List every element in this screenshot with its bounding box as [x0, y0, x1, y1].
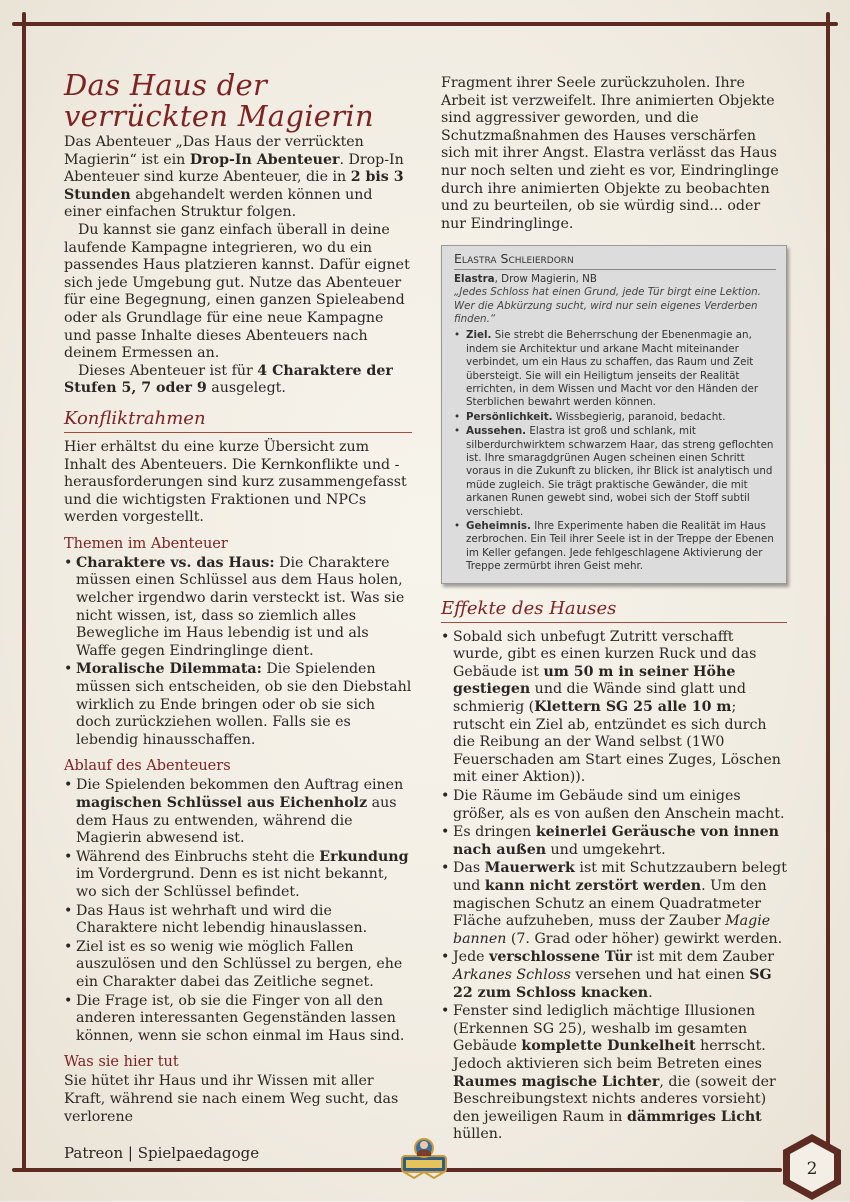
list-item: • Sobald sich unbefugt Zutritt verschafft wurde, gibt es einen kurzen Ruck und das Gebäude ist um 50 m in seiner Höhe gestiegen und die Wände sind glatt und schmierig (Klettern SG 25 alle 10 m; rutscht ein Ziel ab, entzündet es sich durch die Reibung an der Wand selbst (1W0 Feuerschaden am Start eines Zuges, Löschen mit einer Aktion)). — [441, 629, 787, 787]
themen-list — [64, 555, 412, 750]
intro-paragraph-1: Das Abenteuer „Das Haus der verrückten Magierin“ ist ein Drop-In Abenteuer. Drop-In Abenteuer sind kurze Abenteuer, die in 2 bis 3 Stunden abgehandelt werden können und einer einfachen Struktur folgen. — [64, 134, 404, 221]
heading-effekte: Effekte des Hauses — [441, 598, 787, 623]
list-item: • Ziel. Sie strebt die Beherrschung der Ebenenmagie an, indem sie Architektur und arkane Macht miteinander verbindet, um ein Haus zu schaffen, das Raum und Zeit übersteigt. Sie will ein Heiligtum jenseits der Realität errichten, in dem Wissen und Macht vor den Händen der Sterblichen bewahrt werden können. — [454, 329, 776, 409]
list-item: • Die Räume im Gebäude sind um einiges größer, als es von außen den Anschein macht. — [441, 788, 787, 823]
heading-konfliktrahmen: Konfliktrahmen — [64, 408, 412, 433]
ablauf-list — [64, 777, 412, 1045]
statbox-list — [454, 329, 776, 573]
effekte-list — [441, 629, 787, 1144]
statbox-identity: Elastra, Drow Magierin, NB — [454, 272, 597, 285]
list-item: • Ziel ist es so wenig wie möglich Fallen auszulösen und den Schlüssel zu bergen, ehe ein Charakter dabei das Zeitliche segnet. — [64, 939, 412, 992]
list-item: • Das Haus ist wehrhaft und wird die Charaktere nicht lebendig hinauslassen. — [64, 903, 412, 938]
list-item: • Während des Einbruchs steht die Erkundung im Vordergrund. Denn es ist nicht bekannt, wo sich der Schlüssel befindet. — [64, 849, 412, 902]
statbox-quote: „Jedes Schloss hat einen Grund, jede Tür birgt eine Lektion. Wer die Abkürzung sucht, wird nur sein eigenes Verderben finden.“ — [454, 286, 761, 325]
list-item: • Jede verschlossene Tür ist mit dem Zauber Arkanes Schloss versehen und hat einen SG 22 zum Schloss knacken. — [441, 949, 787, 1002]
border-right — [826, 12, 830, 1162]
hiertut-text-left: Sie hütet ihr Haus und ihr Wissen mit aller Kraft, während sie nach einem Weg sucht, das verlorene — [64, 1073, 399, 1125]
list-item: • Aussehen. Elastra ist groß und schlank, mit silberdurchwirktem schwarzem Haar, das streng geflochten ist. Ihre smaragdgrünen Augen scheinen einen Schritt voraus in die Zukunft zu blicken, ihr Blick ist analytisch und müde zugleich. Sie trägt praktische Gewänder, die mit arkanen Runen gewebt sind, wobei sich der Stoff subtil verschiebt. — [454, 425, 776, 519]
page-number-badge — [780, 1132, 844, 1202]
konflikt-text: Hier erhältst du eine kurze Übersicht zum Inhalt des Abenteuers. Die Kernkonflikte und -herausforderungen sind kurz zusammengefasst und die wichtigsten Fraktionen und NPCs werden vorgestellt. — [64, 438, 407, 526]
page-number: 2 — [806, 1159, 818, 1179]
statbox-title: Elastra Schleierdorn — [454, 252, 776, 269]
list-item: • Moralische Dilemmata: Die Spielenden müssen sich entscheiden, ob sie den Diebstahl wirklich zu Ende bringen oder ob sie sich doch zurückziehen wollen. Falls sie es lebendig hinausschaffen. — [64, 661, 412, 749]
border-left — [22, 12, 26, 1172]
footer-credit: Patreon | Spielpaedagoge — [64, 1144, 260, 1162]
left-column — [64, 70, 412, 1126]
list-item: • Charaktere vs. das Haus: Die Charaktere müssen einen Schlüssel aus dem Haus holen, welcher irgendwo darin versteckt ist. Was sie nicht wissen, ist, dass so ziemlich alles Bewegliche im Haus lebendig ist und als Waffe gegen Eindringlinge dient. — [64, 555, 412, 661]
page-title: Das Haus der verrückten Magierin — [64, 68, 374, 133]
list-item: • Das Mauerwerk ist mit Schutzzaubern belegt und kann nicht zerstört werden. Um den magischen Schutz an einem Quadratmeter Fläche aufzuheben, muss der Zauber Magie bannen (7. Grad oder höher) gewirkt werden. — [441, 860, 787, 948]
npc-statbox — [441, 245, 787, 583]
list-item: • Es dringen keinerlei Geräusche von innen nach außen und umgekehrt. — [441, 824, 787, 859]
intro-paragraph-3: Dieses Abenteuer ist für 4 Charaktere der Stufen 5, 7 oder 9 ausgelegt. — [64, 362, 393, 397]
heading-was-sie-hier-tut: Was sie hier tut — [64, 1054, 179, 1071]
hiertut-text-right: Fragment ihrer Seele zurückzuholen. Ihre Arbeit ist verzweifelt. Ihre animierten Objekte sind aggressiver geworden, und die Schutzmaßnahmen des Hauses verschärfen sich mit ihrer Angst. Elastra verlässt das Haus nur noch selten und zieht es vor, Eindringlinge durch ihre animierten Objekte zu beobachten und zu beurteilen, ob sie würdig sind... oder nur Eindringlinge. — [441, 75, 779, 232]
list-item: • Fenster sind lediglich mächtige Illusionen (Erkennen SG 25), weshalb im gesamten Gebäude komplette Dunkelheit herrscht. Jedoch aktivieren sich beim Betreten eines Raumes magische Lichter, die (soweit der Beschreibungstext nichts anderes vorsieht) den jeweiligen Raum in dämmriges Licht hüllen. — [441, 1003, 787, 1144]
list-item: • Die Spielenden bekommen den Auftrag einen magischen Schlüssel aus Eichenholz aus dem Haus zu entwenden, während die Magierin abwesend ist. — [64, 777, 412, 847]
list-item: • Die Frage ist, ob sie die Finger von all den anderen interessanten Gegenständen lassen können, wenn sie schon einmal im Haus sind. — [64, 993, 412, 1046]
list-item: • Persönlichkeit. Wissbegierig, paranoid, bedacht. — [454, 411, 776, 424]
tavern-sign-logo-icon — [396, 1132, 452, 1182]
right-column — [441, 75, 787, 1145]
list-item: • Geheimnis. Ihre Experimente haben die Realität im Haus zerbrochen. Ein Teil ihrer Seele ist in der Treppe der Ebenen im Keller gefangen. Jede fehlgeschlagene Aktivierung der Treppe zermürbt ihren Geist mehr. — [454, 520, 776, 574]
heading-themen: Themen im Abenteuer — [64, 535, 228, 552]
border-top — [12, 22, 838, 26]
heading-ablauf: Ablauf des Abenteuers — [64, 758, 231, 775]
intro-paragraph-2: Du kannst sie ganz einfach überall in deine laufende Kampagne integrieren, wo du ein passendes Haus platzieren kannst. Dafür eignet sich jede Umgebung gut. Nutze das Abenteuer für eine Begegnung, einen ganzen Spieleabend oder als Grundlage für eine neue Kampagne und passe Inhalte dieses Abenteuers nach deinem Ermessen an. — [64, 221, 410, 362]
